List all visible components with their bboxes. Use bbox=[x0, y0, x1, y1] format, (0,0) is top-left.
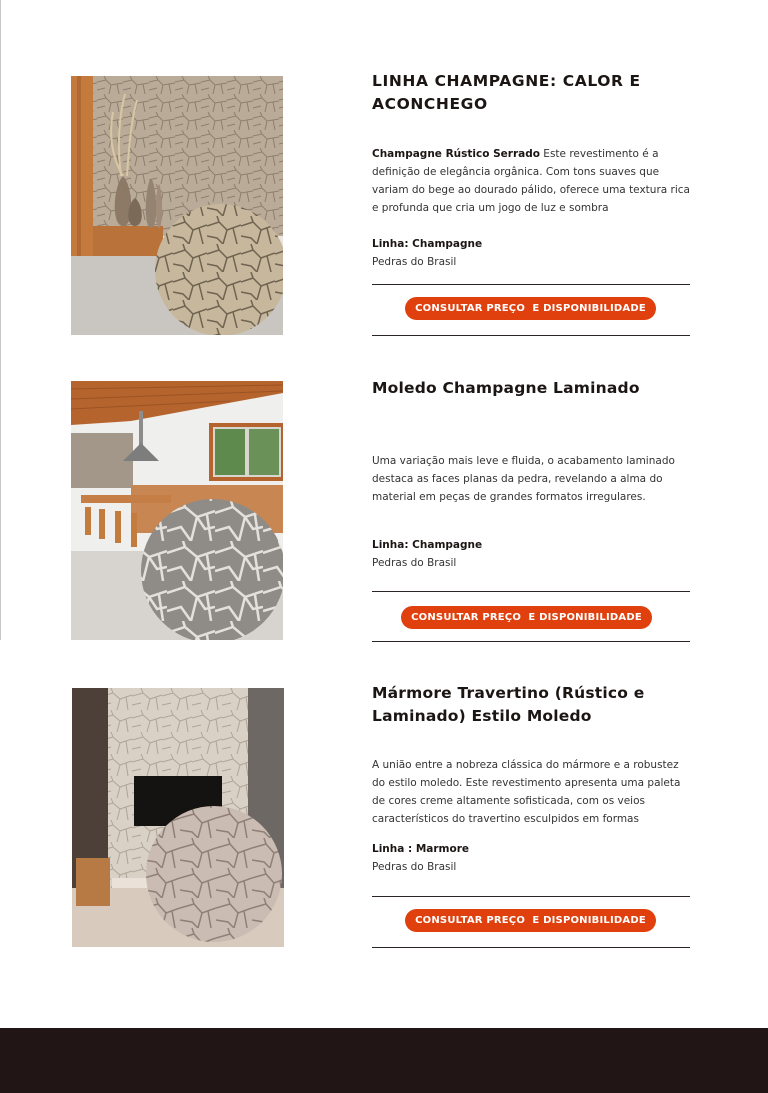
product-info bbox=[372, 70, 690, 314]
product-photo bbox=[72, 688, 284, 947]
divider-top bbox=[372, 896, 690, 897]
product-photo bbox=[71, 381, 283, 640]
consult-price-button[interactable]: CONSULTAR PREÇO E DISPONIBILIDADE bbox=[405, 297, 656, 320]
page-edge-line bbox=[0, 0, 1, 640]
product-brand: Pedras do Brasil bbox=[372, 256, 457, 268]
product-title: LINHA CHAMPAGNE: CALOR E ACONCHEGO bbox=[372, 72, 641, 113]
product-info bbox=[372, 377, 690, 623]
product-info bbox=[372, 682, 690, 926]
consult-price-button[interactable]: CONSULTAR PREÇO E DISPONIBILIDADE bbox=[405, 909, 656, 932]
product-brand: Pedras do Brasil bbox=[372, 861, 457, 873]
product-line-label: Linha: Champagne bbox=[372, 539, 483, 551]
product-title: Mármore Travertino (Rústico e Laminado) Estilo Moledo bbox=[372, 684, 645, 725]
product-description: Champagne Rústico Serrado Este revestimento é a definição de elegância orgânica. Com tons suaves que variam do bege ao dourado pálido, oferece uma textura rica e profunda que cria um jogo de luz e sombra bbox=[372, 148, 690, 214]
product-brand: Pedras do Brasil bbox=[372, 557, 457, 569]
divider-bottom bbox=[372, 947, 690, 948]
product-variant-name: Champagne Rústico Serrado bbox=[372, 148, 540, 160]
consult-price-button[interactable]: CONSULTAR PREÇO E DISPONIBILIDADE bbox=[401, 606, 652, 629]
product-photo bbox=[71, 76, 283, 335]
divider-bottom bbox=[372, 641, 690, 642]
product-line-label: Linha : Marmore bbox=[372, 843, 470, 855]
divider-top bbox=[372, 591, 690, 592]
divider-bottom bbox=[372, 335, 690, 336]
page-footer bbox=[0, 1028, 768, 1093]
product-description: Uma variação mais leve e fluida, o acabamento laminado destaca as faces planas da pedra, revelando a alma do material em peças de grandes formatos irregulares. bbox=[372, 455, 675, 503]
product-description: A união entre a nobreza clássica do mármore e a robustez do estilo moledo. Este revestimento apresenta uma paleta de cores creme altamente sofisticada, com os veios característicos do travertino esculpidos em formas bbox=[372, 759, 681, 825]
product-title: Moledo Champagne Laminado bbox=[372, 379, 640, 397]
divider-top bbox=[372, 284, 690, 285]
product-line-label: Linha: Champagne bbox=[372, 238, 483, 250]
